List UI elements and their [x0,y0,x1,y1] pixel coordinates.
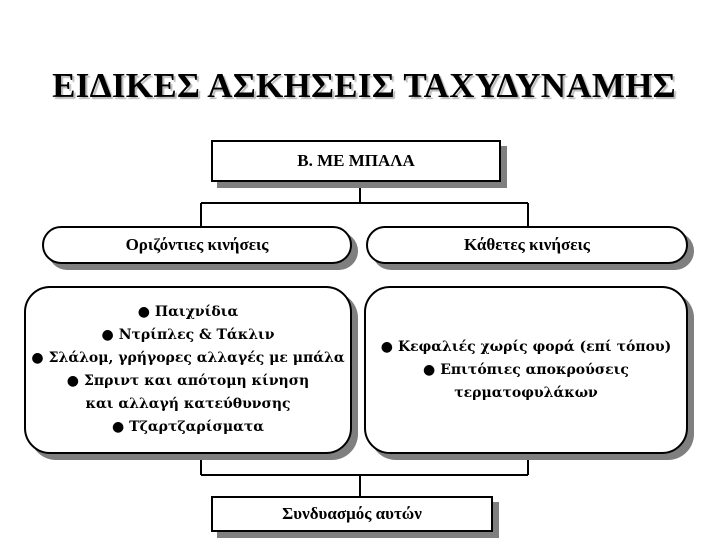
list-item: ● Τζαρτζαρίσματα [111,419,265,435]
bullet-icon: ● [137,304,150,320]
bullet-icon: ● [380,338,393,355]
page-title: ΕΙΔΙΚΕΣ ΑΣΚΗΣΕΙΣ ΤΑΧΥΔΥΝΑΜΗΣ [52,66,676,105]
bottom-box-label: Συνδυασμός αυτών [282,504,422,523]
top-box-label: Β. ΜΕ ΜΠΑΛΑ [297,151,415,170]
list-item-continuation: τερματοφυλάκων [454,384,598,401]
left-header-box [42,226,352,264]
top-box [211,140,501,182]
bottom-box [211,496,493,532]
right-header-box [366,226,688,264]
right-header-label: Κάθετες κινήσεις [464,235,590,254]
list-item: ● Σπριντ και απότομη κίνηση [66,373,310,389]
left-header-label: Οριζόντιες κινήσεις [125,235,269,254]
right-list-box [364,286,688,454]
list-item-continuation: και αλλαγή κατεύθυνσης [85,396,291,412]
bullet-icon: ● [66,373,79,389]
list-item: ● Ντρίπλες & Τάκλιν [101,327,275,343]
list-item: ● Παιχνίδια [137,304,239,320]
bullet-icon: ● [101,327,114,343]
bullet-icon: ● [111,419,125,435]
list-item: ● Κεφαλιές χωρίς φορά (επί τόπου) [380,338,672,355]
bullet-icon: ● [423,361,436,378]
bullet-icon: ● [31,350,44,366]
left-list-box [24,286,352,454]
list-item: ● Σλάλομ, γρήγορες αλλαγές με μπάλα [31,350,345,366]
list-item: ● Επιτόπιες αποκρούσεις [423,361,629,378]
